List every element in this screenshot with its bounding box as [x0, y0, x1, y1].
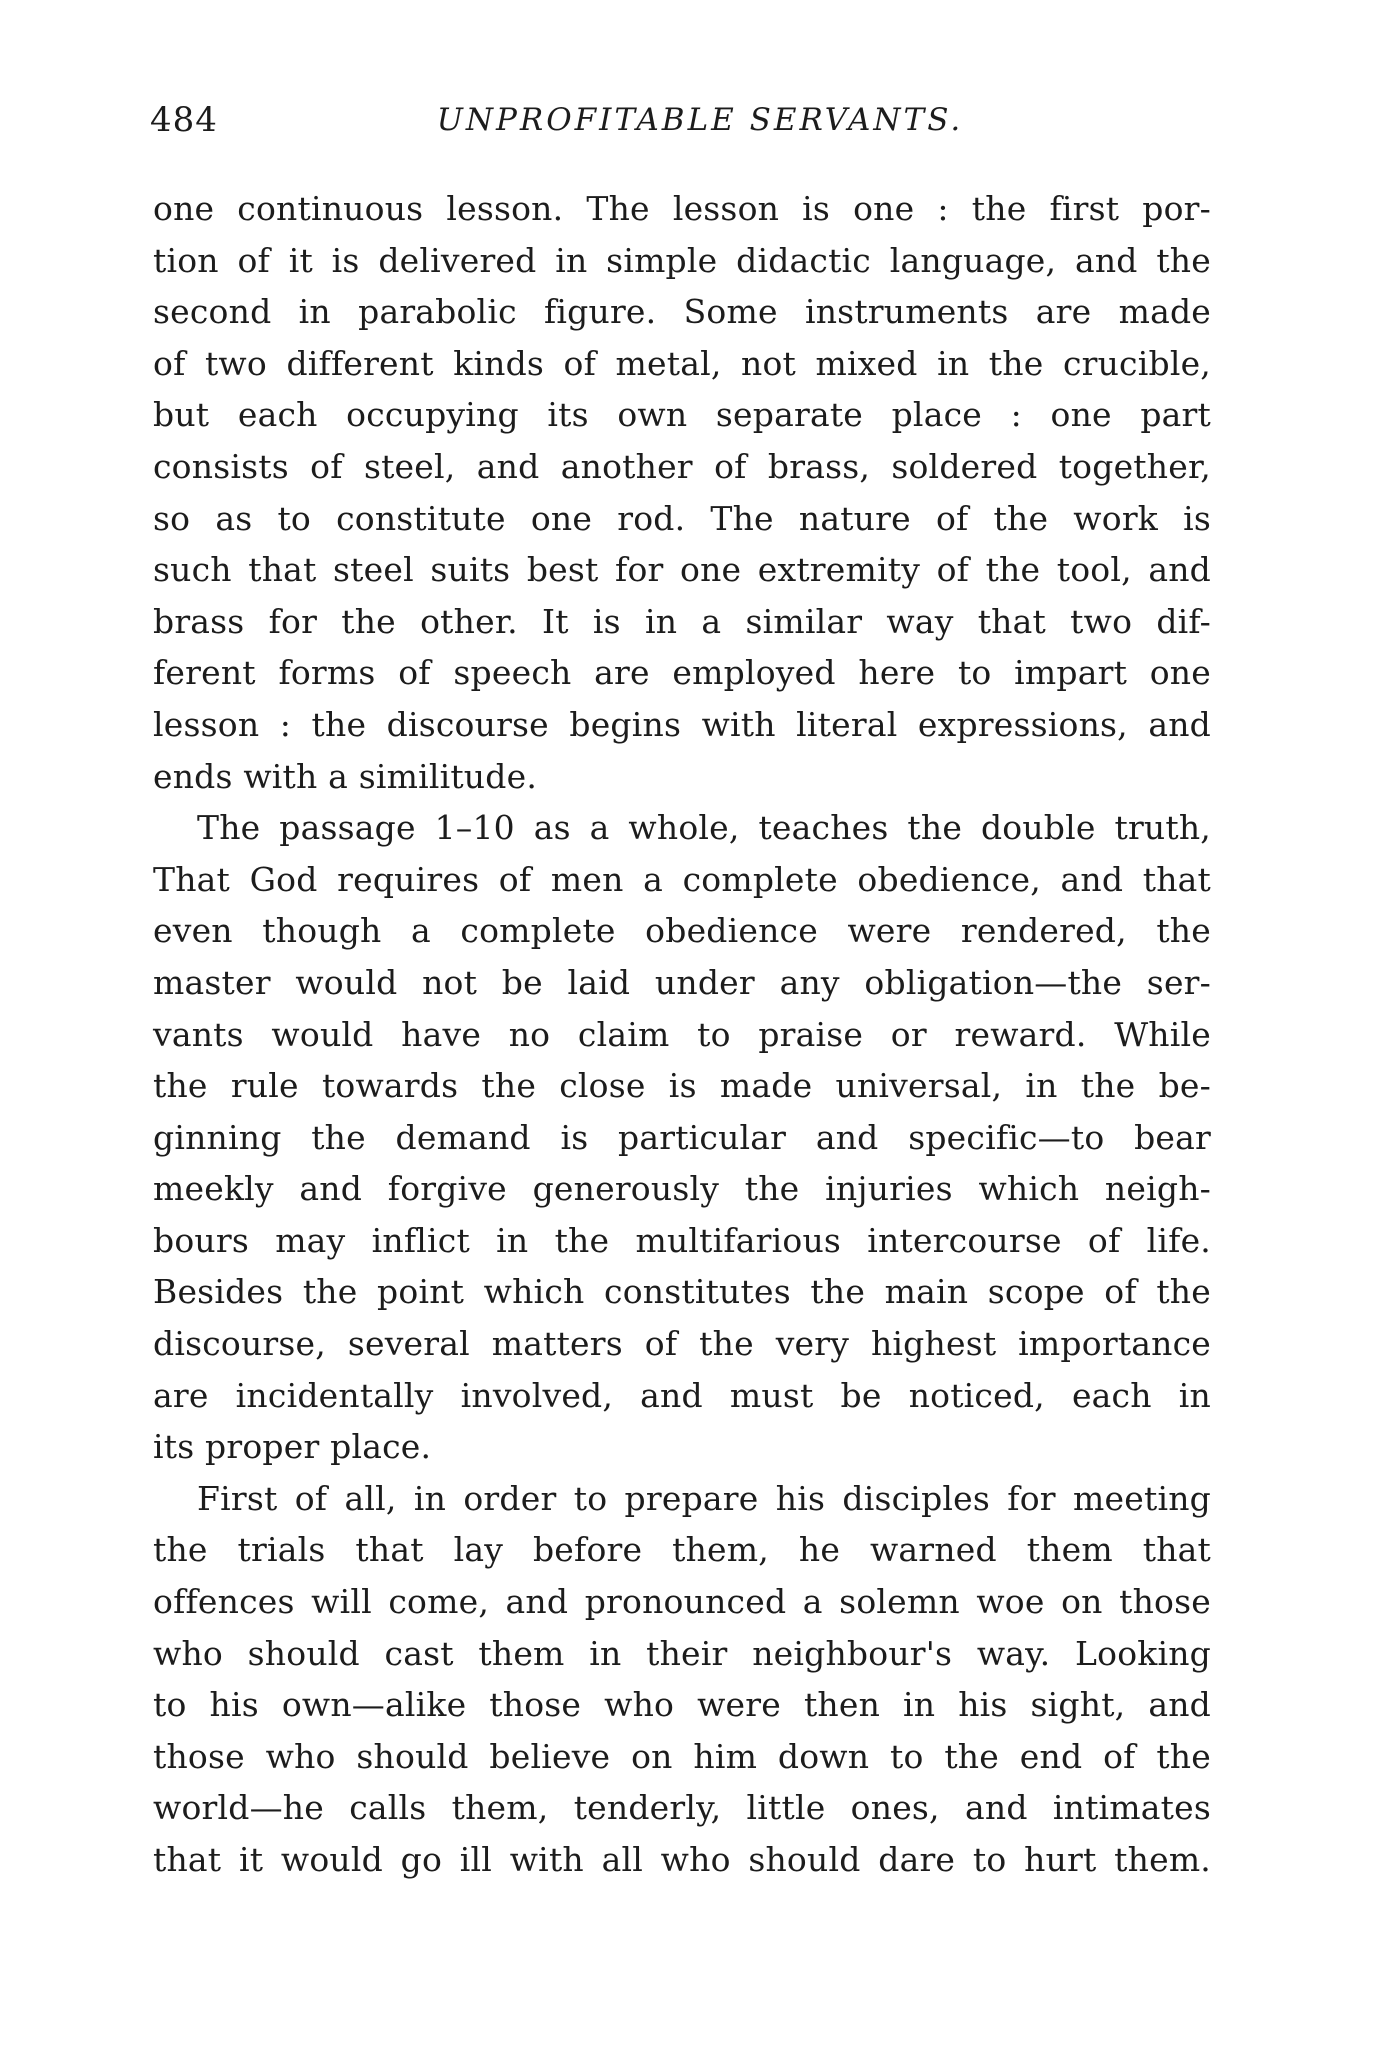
text-line: one continuous lesson. The lesson is one : the first por- — [153, 189, 1211, 228]
running-head — [150, 100, 1220, 150]
text-line: the trials that lay before them, he warned them that — [153, 1530, 1211, 1570]
text-line: but each occupying its own separate place : one part — [153, 395, 1211, 435]
text-line: That God requires of men a complete obedience, and that — [153, 859, 1211, 899]
text-line: such that steel suits best for one extremity of the tool, and — [153, 550, 1211, 590]
body-text — [153, 183, 1211, 1886]
text-line: that it would go ill with all who should dare to hurt them. — [153, 1840, 1211, 1879]
text-line: vants would have no claim to praise or reward. While — [153, 1014, 1211, 1054]
text-line: to his own—alike those who were then in his sight, and — [153, 1685, 1211, 1725]
text-line: lesson : the discourse begins with literal expressions, and — [153, 704, 1211, 744]
text-line: so as to constitute one rod. The nature of the work is — [153, 498, 1211, 538]
page-number: 484 — [150, 100, 218, 140]
paragraph-3 — [153, 1473, 1211, 1886]
text-line: even though a complete obedience were rendered, the — [153, 911, 1211, 951]
text-line: ginning the demand is particular and specific—to bear — [153, 1117, 1211, 1157]
text-line: The passage 1–10 as a whole, teaches the double truth, — [197, 808, 1211, 848]
paragraph-1 — [153, 183, 1211, 802]
text-line: the rule towards the close is made universal, in the be- — [153, 1066, 1211, 1106]
text-line: tion of it is delivered in simple didactic language, and the — [153, 240, 1211, 280]
text-line: bours may inflict in the multifarious intercourse of life. — [153, 1220, 1211, 1260]
text-line: world—he calls them, tenderly, little ones, and intimates — [153, 1788, 1211, 1828]
text-line: Besides the point which constitutes the main scope of the — [153, 1272, 1211, 1312]
running-title: UNPROFITABLE SERVANTS. — [436, 102, 964, 138]
text-line: are incidentally involved, and must be noticed, each in — [153, 1375, 1211, 1415]
text-line: ends with a similitude. — [153, 756, 538, 796]
text-line: brass for the other. It is in a similar way that two dif- — [153, 601, 1211, 641]
text-line: consists of steel, and another of brass, soldered together, — [153, 446, 1211, 486]
paragraph-2 — [153, 802, 1211, 1473]
text-line: its proper place. — [153, 1427, 432, 1467]
text-line: discourse, several matters of the very highest importance — [153, 1324, 1211, 1364]
text-line: those who should believe on him down to the end of the — [153, 1736, 1211, 1776]
text-line: First of all, in order to prepare his disciples for meeting — [197, 1478, 1211, 1518]
text-line: second in parabolic figure. Some instruments are made — [153, 292, 1211, 332]
text-line: master would not be laid under any obligation—the ser- — [153, 962, 1211, 1002]
text-line: of two different kinds of metal, not mixed in the crucible, — [153, 343, 1211, 383]
text-line: offences will come, and pronounced a solemn woe on those — [153, 1582, 1211, 1622]
text-line: meekly and forgive generously the injuries which neigh- — [153, 1169, 1211, 1209]
text-line: ferent forms of speech are employed here to impart one — [153, 653, 1211, 693]
text-line: who should cast them in their neighbour's way. Looking — [153, 1633, 1211, 1673]
